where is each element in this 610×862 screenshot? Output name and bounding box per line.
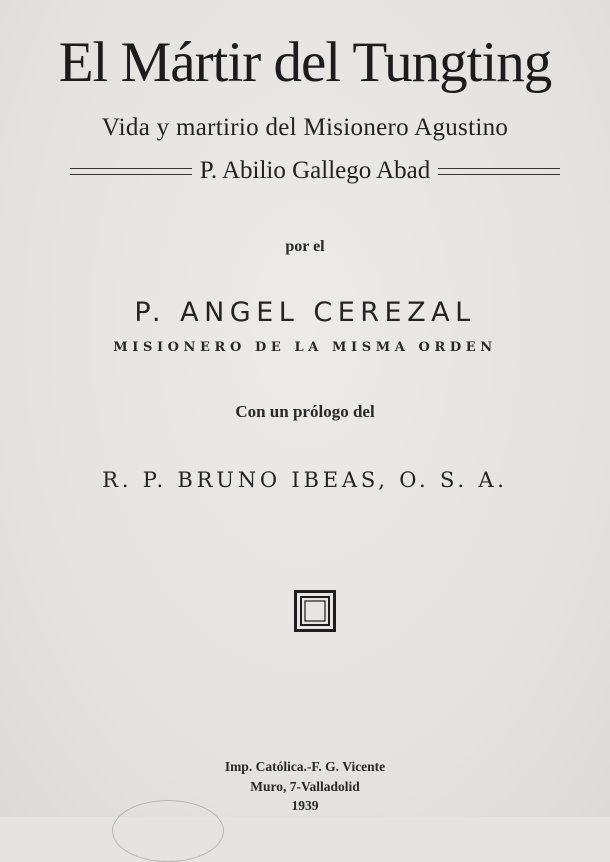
imprint-printer: Imp. Católica.-F. G. Vicente	[224, 759, 386, 774]
library-stamp-mark	[112, 800, 224, 862]
prologue-author: R. P. BRUNO IBEAS, O. S. A.	[102, 468, 508, 492]
by-label: por el	[285, 238, 325, 255]
author-name: P. ANGEL CEREZAL	[134, 297, 476, 328]
subject-line	[70, 154, 560, 188]
book-subtitle: Vida y martirio del Misionero Agustino	[101, 114, 509, 141]
square-frame-ornament-icon	[294, 590, 336, 632]
left-double-rule	[70, 168, 192, 175]
imprint-year: 1939	[291, 798, 319, 813]
right-double-rule	[438, 168, 560, 175]
prologue-label: Con un prólogo del	[235, 402, 375, 421]
book-subject: P. Abilio Gallego Abad	[199, 157, 431, 184]
imprint-address: Muro, 7-Valladolid	[250, 779, 360, 794]
author-role: MISIONERO DE LA MISMA ORDEN	[113, 340, 497, 355]
book-title: El Mártir del Tungting	[58, 31, 552, 94]
